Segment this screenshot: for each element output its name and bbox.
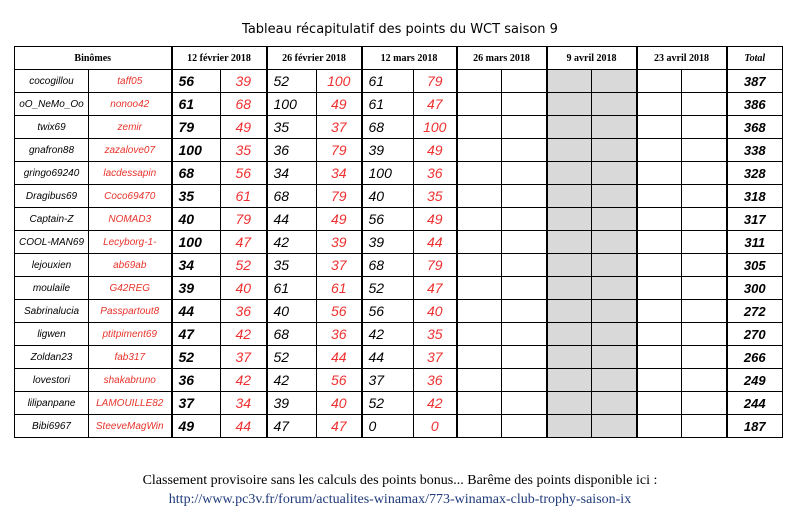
empty-score-cell: [637, 139, 682, 162]
empty-score-cell: [682, 70, 727, 93]
total-score: 270: [727, 323, 783, 346]
player-1-name: twix69: [15, 116, 89, 139]
player-1-score: 39: [362, 231, 414, 254]
empty-score-cell: [592, 300, 637, 323]
player-2-name: Lecyborg-1-: [89, 231, 172, 254]
player-1-score: 44: [362, 346, 414, 369]
empty-score-cell: [547, 185, 592, 208]
empty-score-cell: [502, 369, 547, 392]
total-score: 305: [727, 254, 783, 277]
header-date-2: 26 février 2018: [267, 47, 362, 70]
header-binomes: Binômes: [15, 47, 172, 70]
player-1-score: 56: [362, 300, 414, 323]
player-2-score: 37: [221, 346, 267, 369]
player-2-score: 56: [317, 369, 362, 392]
player-2-name: nonoo42: [89, 93, 172, 116]
table-row: [15, 254, 783, 277]
empty-score-cell: [637, 323, 682, 346]
player-2-score: 36: [317, 323, 362, 346]
player-2-score: 61: [221, 185, 267, 208]
table-row: [15, 300, 783, 323]
total-score: 272: [727, 300, 783, 323]
empty-score-cell: [457, 116, 502, 139]
player-1-score: 100: [172, 231, 221, 254]
player-1-score: 56: [172, 70, 221, 93]
empty-score-cell: [637, 415, 682, 438]
empty-score-cell: [682, 254, 727, 277]
player-1-name: Sabrinalucia: [15, 300, 89, 323]
total-score: 311: [727, 231, 783, 254]
total-score: 249: [727, 369, 783, 392]
total-score: 338: [727, 139, 783, 162]
player-1-score: 100: [172, 139, 221, 162]
player-2-score: 56: [221, 162, 267, 185]
player-1-name: COOL-MAN69: [15, 231, 89, 254]
player-1-name: lejouxien: [15, 254, 89, 277]
empty-score-cell: [682, 392, 727, 415]
table-row: [15, 93, 783, 116]
player-2-name: zazalove07: [89, 139, 172, 162]
player-1-score: 40: [267, 300, 317, 323]
empty-score-cell: [502, 185, 547, 208]
player-2-score: 47: [414, 93, 457, 116]
player-2-score: 42: [221, 323, 267, 346]
player-2-name: NOMAD3: [89, 208, 172, 231]
player-1-name: Dragibus69: [15, 185, 89, 208]
player-1-name: gringo69240: [15, 162, 89, 185]
player-1-score: 39: [267, 392, 317, 415]
empty-score-cell: [457, 208, 502, 231]
header-date-3: 12 mars 2018: [362, 47, 457, 70]
player-2-score: 34: [221, 392, 267, 415]
empty-score-cell: [682, 277, 727, 300]
empty-score-cell: [547, 369, 592, 392]
points-table: [14, 46, 783, 438]
player-2-name: SteeveMagWin: [89, 415, 172, 438]
player-1-score: 68: [362, 116, 414, 139]
empty-score-cell: [682, 162, 727, 185]
empty-score-cell: [547, 300, 592, 323]
player-1-score: 61: [267, 277, 317, 300]
player-2-score: 49: [414, 208, 457, 231]
empty-score-cell: [547, 93, 592, 116]
empty-score-cell: [502, 162, 547, 185]
empty-score-cell: [457, 300, 502, 323]
empty-score-cell: [547, 277, 592, 300]
empty-score-cell: [547, 139, 592, 162]
player-2-score: 44: [221, 415, 267, 438]
empty-score-cell: [502, 93, 547, 116]
empty-score-cell: [592, 116, 637, 139]
empty-score-cell: [457, 231, 502, 254]
player-2-name: taff05: [89, 70, 172, 93]
player-1-score: 39: [362, 139, 414, 162]
player-2-name: ab69ab: [89, 254, 172, 277]
header-date-6: 23 avril 2018: [637, 47, 727, 70]
table-row: [15, 346, 783, 369]
table-row: [15, 369, 783, 392]
player-2-name: G42REG: [89, 277, 172, 300]
table-row: [15, 415, 783, 438]
player-1-score: 35: [267, 116, 317, 139]
player-2-score: 34: [317, 162, 362, 185]
player-2-score: 56: [317, 300, 362, 323]
player-2-name: lacdessapin: [89, 162, 172, 185]
player-1-score: 52: [267, 70, 317, 93]
player-1-score: 79: [172, 116, 221, 139]
empty-score-cell: [682, 139, 727, 162]
player-1-score: 40: [362, 185, 414, 208]
empty-score-cell: [637, 392, 682, 415]
table-row: [15, 323, 783, 346]
empty-score-cell: [637, 300, 682, 323]
player-1-score: 42: [267, 231, 317, 254]
player-2-score: 44: [414, 231, 457, 254]
table-row: [15, 208, 783, 231]
empty-score-cell: [547, 231, 592, 254]
empty-score-cell: [592, 392, 637, 415]
empty-score-cell: [592, 93, 637, 116]
empty-score-cell: [457, 162, 502, 185]
empty-score-cell: [457, 369, 502, 392]
player-1-score: 36: [267, 139, 317, 162]
total-score: 328: [727, 162, 783, 185]
empty-score-cell: [592, 323, 637, 346]
empty-score-cell: [637, 277, 682, 300]
empty-score-cell: [637, 93, 682, 116]
player-1-name: oO_NeMo_Oo: [15, 93, 89, 116]
table-body: [15, 70, 783, 438]
player-1-score: 37: [172, 392, 221, 415]
player-1-score: 37: [362, 369, 414, 392]
player-2-name: Coco69470: [89, 185, 172, 208]
player-1-name: gnafron88: [15, 139, 89, 162]
empty-score-cell: [547, 323, 592, 346]
header-date-5: 9 avril 2018: [547, 47, 637, 70]
player-1-score: 52: [172, 346, 221, 369]
empty-score-cell: [502, 70, 547, 93]
footer-link[interactable]: http://www.pc3v.fr/forum/actualites-winamax/773-winamax-club-trophy-saison-ix: [168, 492, 632, 507]
player-1-score: 68: [172, 162, 221, 185]
player-1-score: 52: [362, 277, 414, 300]
player-1-score: 35: [267, 254, 317, 277]
empty-score-cell: [547, 415, 592, 438]
empty-score-cell: [637, 346, 682, 369]
empty-score-cell: [637, 70, 682, 93]
empty-score-cell: [637, 254, 682, 277]
empty-score-cell: [592, 139, 637, 162]
player-1-score: 61: [362, 93, 414, 116]
empty-score-cell: [547, 162, 592, 185]
empty-score-cell: [502, 323, 547, 346]
empty-score-cell: [457, 392, 502, 415]
player-2-score: 39: [317, 231, 362, 254]
player-2-score: 37: [317, 116, 362, 139]
table-row: [15, 70, 783, 93]
player-2-score: 40: [414, 300, 457, 323]
empty-score-cell: [502, 231, 547, 254]
player-2-name: ptitpiment69: [89, 323, 172, 346]
player-1-score: 40: [172, 208, 221, 231]
empty-score-cell: [682, 300, 727, 323]
empty-score-cell: [502, 346, 547, 369]
empty-score-cell: [637, 369, 682, 392]
empty-score-cell: [457, 93, 502, 116]
empty-score-cell: [547, 116, 592, 139]
player-2-score: 36: [414, 369, 457, 392]
empty-score-cell: [682, 415, 727, 438]
empty-score-cell: [592, 70, 637, 93]
empty-score-cell: [592, 185, 637, 208]
player-1-name: Bibi6967: [15, 415, 89, 438]
empty-score-cell: [592, 231, 637, 254]
empty-score-cell: [682, 185, 727, 208]
player-2-score: 39: [221, 70, 267, 93]
player-1-score: 39: [172, 277, 221, 300]
player-2-score: 35: [414, 185, 457, 208]
footer-note: Classement provisoire sans les calculs des points bonus... Barême des points disponible ici :: [142, 473, 658, 488]
player-2-score: 37: [317, 254, 362, 277]
empty-score-cell: [682, 369, 727, 392]
empty-score-cell: [457, 185, 502, 208]
table-row: [15, 162, 783, 185]
player-1-score: 47: [267, 415, 317, 438]
page-title: Tableau récapitulatif des points du WCT saison 9: [242, 22, 558, 37]
empty-score-cell: [592, 208, 637, 231]
player-2-score: 36: [221, 300, 267, 323]
empty-score-cell: [457, 70, 502, 93]
player-2-score: 35: [221, 139, 267, 162]
player-2-score: 47: [221, 231, 267, 254]
empty-score-cell: [682, 346, 727, 369]
empty-score-cell: [457, 323, 502, 346]
empty-score-cell: [637, 208, 682, 231]
player-1-name: Zoldan23: [15, 346, 89, 369]
empty-score-cell: [637, 185, 682, 208]
header-date-4: 26 mars 2018: [457, 47, 547, 70]
player-1-score: 61: [362, 70, 414, 93]
player-2-score: 40: [317, 392, 362, 415]
total-score: 318: [727, 185, 783, 208]
player-1-score: 35: [172, 185, 221, 208]
empty-score-cell: [592, 346, 637, 369]
empty-score-cell: [547, 346, 592, 369]
empty-score-cell: [547, 254, 592, 277]
empty-score-cell: [637, 162, 682, 185]
player-2-score: 49: [317, 208, 362, 231]
player-1-score: 49: [172, 415, 221, 438]
player-1-score: 52: [267, 346, 317, 369]
player-2-score: 100: [414, 116, 457, 139]
player-2-name: fab317: [89, 346, 172, 369]
player-1-score: 56: [362, 208, 414, 231]
empty-score-cell: [502, 116, 547, 139]
player-2-score: 49: [317, 93, 362, 116]
empty-score-cell: [457, 346, 502, 369]
player-1-name: lilipanpane: [15, 392, 89, 415]
player-1-score: 100: [267, 93, 317, 116]
table-row: [15, 231, 783, 254]
total-score: 368: [727, 116, 783, 139]
player-2-score: 79: [414, 70, 457, 93]
total-score: 387: [727, 70, 783, 93]
player-1-score: 34: [267, 162, 317, 185]
header-date-1: 12 février 2018: [172, 47, 267, 70]
empty-score-cell: [502, 277, 547, 300]
player-1-score: 44: [267, 208, 317, 231]
empty-score-cell: [682, 231, 727, 254]
player-2-score: 42: [221, 369, 267, 392]
empty-score-cell: [502, 254, 547, 277]
player-2-score: 49: [414, 139, 457, 162]
player-2-score: 68: [221, 93, 267, 116]
empty-score-cell: [457, 277, 502, 300]
player-2-score: 79: [317, 185, 362, 208]
player-1-score: 36: [172, 369, 221, 392]
empty-score-cell: [457, 415, 502, 438]
empty-score-cell: [682, 116, 727, 139]
player-1-score: 68: [267, 185, 317, 208]
player-2-score: 79: [221, 208, 267, 231]
player-1-name: moulaile: [15, 277, 89, 300]
player-2-score: 36: [414, 162, 457, 185]
player-2-name: LAMOUILLE82: [89, 392, 172, 415]
total-score: 187: [727, 415, 783, 438]
player-2-score: 52: [221, 254, 267, 277]
player-1-score: 68: [267, 323, 317, 346]
player-2-score: 37: [414, 346, 457, 369]
player-1-name: cocogillou: [15, 70, 89, 93]
table-row: [15, 392, 783, 415]
empty-score-cell: [502, 415, 547, 438]
player-2-score: 79: [317, 139, 362, 162]
player-1-score: 68: [362, 254, 414, 277]
table-row: [15, 139, 783, 162]
player-2-name: shakabruno: [89, 369, 172, 392]
player-2-score: 61: [317, 277, 362, 300]
empty-score-cell: [637, 231, 682, 254]
player-1-score: 42: [362, 323, 414, 346]
empty-score-cell: [457, 254, 502, 277]
player-2-score: 49: [221, 116, 267, 139]
player-2-score: 40: [221, 277, 267, 300]
empty-score-cell: [502, 392, 547, 415]
player-1-name: ligwen: [15, 323, 89, 346]
player-1-score: 100: [362, 162, 414, 185]
empty-score-cell: [682, 208, 727, 231]
total-score: 317: [727, 208, 783, 231]
empty-score-cell: [637, 116, 682, 139]
table-row: [15, 116, 783, 139]
player-2-name: Passpartout8: [89, 300, 172, 323]
player-2-name: zemir: [89, 116, 172, 139]
empty-score-cell: [547, 208, 592, 231]
empty-score-cell: [502, 139, 547, 162]
player-1-score: 61: [172, 93, 221, 116]
player-1-name: Captain-Z: [15, 208, 89, 231]
player-2-score: 42: [414, 392, 457, 415]
empty-score-cell: [502, 208, 547, 231]
table-row: [15, 277, 783, 300]
player-2-score: 47: [414, 277, 457, 300]
player-1-name: lovestori: [15, 369, 89, 392]
empty-score-cell: [592, 415, 637, 438]
player-1-score: 47: [172, 323, 221, 346]
empty-score-cell: [682, 323, 727, 346]
empty-score-cell: [592, 277, 637, 300]
total-score: 386: [727, 93, 783, 116]
player-2-score: 47: [317, 415, 362, 438]
empty-score-cell: [547, 392, 592, 415]
header-row: [15, 47, 783, 70]
empty-score-cell: [592, 162, 637, 185]
empty-score-cell: [502, 300, 547, 323]
player-2-score: 0: [414, 415, 457, 438]
empty-score-cell: [457, 139, 502, 162]
total-score: 300: [727, 277, 783, 300]
player-1-score: 44: [172, 300, 221, 323]
empty-score-cell: [592, 369, 637, 392]
empty-score-cell: [682, 93, 727, 116]
player-2-score: 79: [414, 254, 457, 277]
player-1-score: 42: [267, 369, 317, 392]
header-total: Total: [727, 47, 783, 70]
empty-score-cell: [547, 70, 592, 93]
player-1-score: 0: [362, 415, 414, 438]
total-score: 266: [727, 346, 783, 369]
player-1-score: 34: [172, 254, 221, 277]
player-2-score: 35: [414, 323, 457, 346]
total-score: 244: [727, 392, 783, 415]
table-row: [15, 185, 783, 208]
player-2-score: 100: [317, 70, 362, 93]
player-1-score: 52: [362, 392, 414, 415]
empty-score-cell: [592, 254, 637, 277]
player-2-score: 44: [317, 346, 362, 369]
